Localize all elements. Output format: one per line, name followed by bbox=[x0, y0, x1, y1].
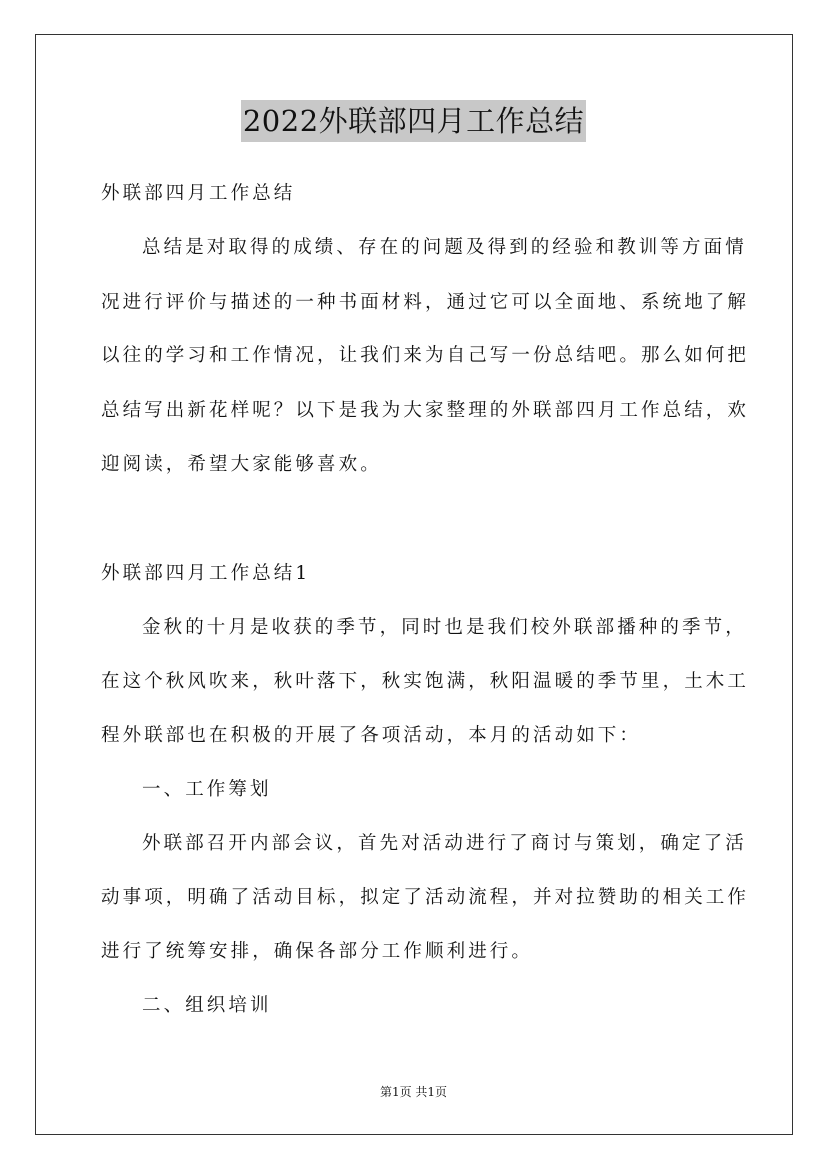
paragraph-line: 以往的学习和工作情况，让我们来为自己写一份总结吧。那么如何把 bbox=[101, 345, 750, 366]
paragraph-line: 外联部召开内部会议，首先对活动进行了商讨与策划，确定了活 bbox=[142, 833, 747, 854]
paragraph-line: 迎阅读，希望大家能够喜欢。 bbox=[101, 454, 382, 475]
paragraph-line: 况进行评价与描述的一种书面材料，通过它可以全面地、系统地了解 bbox=[101, 292, 750, 313]
paragraph-line: 进行了统筹安排，确保各部分工作顺利进行。 bbox=[101, 941, 534, 962]
section-heading: 外联部四月工作总结1 bbox=[101, 563, 311, 584]
paragraph-line: 总结是对取得的成绩、存在的问题及得到的经验和教训等方面情 bbox=[142, 237, 747, 258]
paragraph-line: 金秋的十月是收获的季节，同时也是我们校外联部播种的季节， bbox=[142, 617, 747, 638]
subheading: 一、工作筹划 bbox=[142, 779, 272, 800]
document-title: 2022外联部四月工作总结 bbox=[241, 100, 586, 142]
paragraph-line: 动事项，明确了活动目标，拟定了活动流程，并对拉赞助的相关工作 bbox=[101, 887, 750, 908]
subheading: 二、组织培训 bbox=[142, 995, 272, 1016]
title-container bbox=[0, 100, 827, 142]
paragraph-line: 在这个秋风吹来，秋叶落下，秋实饱满，秋阳温暖的季节里，土木工 bbox=[101, 671, 750, 692]
paragraph-line: 总结写出新花样呢？以下是我为大家整理的外联部四月工作总结，欢 bbox=[101, 400, 750, 421]
section-heading: 外联部四月工作总结 bbox=[101, 183, 296, 204]
paragraph-line: 程外联部也在积极的开展了各项活动，本月的活动如下： bbox=[101, 725, 642, 746]
page-footer: 第1页 共1页 bbox=[379, 1085, 448, 1099]
